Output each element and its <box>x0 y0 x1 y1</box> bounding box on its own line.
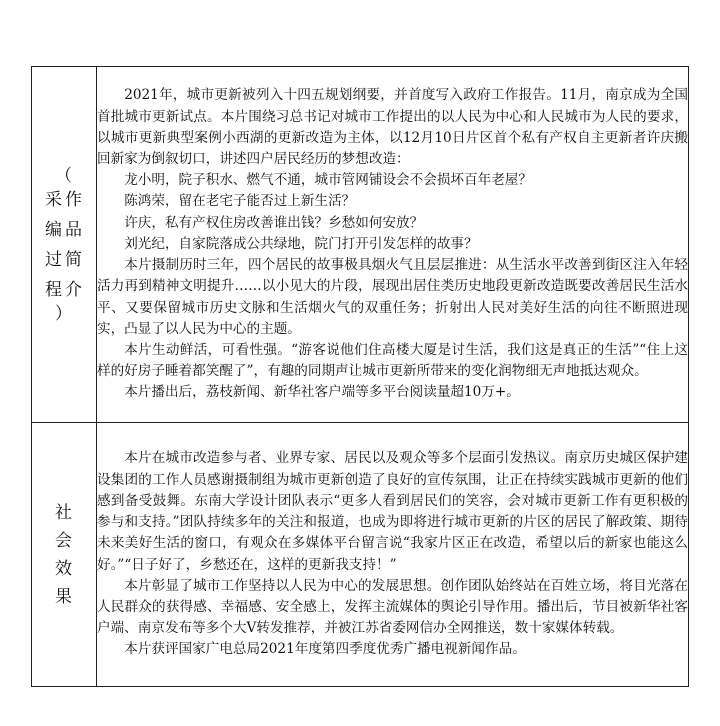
label-close-paren: ） <box>55 303 73 324</box>
label-char: 社 <box>55 502 73 523</box>
paragraph: 本片播出后，荔枝新闻、新华社客户端等多平台阅读量超10万+。 <box>124 384 520 401</box>
paragraph: 本片在城市改造参与者、业界专家、居民以及观众等多个层面引发热议。南京历史城区保护建设集团的工作人员感谢摄制组为城市更新创造了良好的宣传氛围，让正在持续实践城市更新的他们感到备受鼓舞。东南大学设计团队表示“更多人看到居民们的笑容，会对城市更新工作有更积极的参与和支持。”团队持续多年的关注和报道，也成为即将进行城市更新的片区的居民了解政策、期待未来美好生活的窗口，有观众在多媒体平台留言说“我家片区正在改造，希望以后的新家也能这么好。”“日子好了，乡愁还在，这样的更新我支持！” <box>97 450 688 573</box>
process-content-cell <box>97 67 689 423</box>
label-char: 品 <box>65 219 83 240</box>
label-char: 作 <box>65 189 83 210</box>
social-effect-row <box>32 423 689 687</box>
label-char: 效 <box>55 558 73 579</box>
label-char: 采 <box>45 189 63 210</box>
social-effect-content-cell <box>97 423 689 687</box>
label-char: 会 <box>55 530 73 551</box>
process-row <box>32 67 689 423</box>
paragraph: 刘光纪，自家院落成公共绿地，院门打开引发怎样的故事？ <box>124 235 478 252</box>
label-char: 果 <box>55 586 73 607</box>
process-label <box>32 185 96 305</box>
label-open-paren: （ <box>55 165 73 186</box>
paragraph: 本片获评国家广电总局2021年度第四季度优秀广播电视新闻作品。 <box>124 641 526 658</box>
process-label-col-2 <box>65 185 83 305</box>
label-char: 介 <box>65 279 83 300</box>
paragraph: 本片生动鲜活，可看性强。“游客说他们住高楼大厦是讨生活，我们这是真正的生活”“住上这样的好房子睡着都笑醒了”，有趣的同期声让城市更新所带来的变化润物细无声地抵达观众。 <box>97 341 688 380</box>
label-char: 编 <box>45 219 63 240</box>
process-label-col-1 <box>45 185 63 305</box>
process-label-cell <box>32 67 97 423</box>
paragraph: 龙小明，院子积水、燃气不通，城市管网铺设会不会损坏百年老屋？ <box>124 172 532 189</box>
label-char: 程 <box>45 279 63 300</box>
paragraph: 本片摄制历时三年，四个居民的故事极具烟火气且层层推进：从生活水平改善到街区注入年轻活力再到精神文明提升……以小见大的片段，展现出居住类历史地段更新改造既要改善居民生活水平、又要保留城市历史文脉和生活烟火气的双重任务；折射出人民对美好生活的向往不断照进现实，凸显了以人民为中心的主题。 <box>97 257 688 337</box>
paragraph: 陈鸿荣，留在老宅子能否过上新生活？ <box>124 193 356 210</box>
paragraph: 2021年，城市更新被列入十四五规划纲要，并首度写入政府工作报告。11月，南京成为全国首批城市更新试点。本片围绕习总书记对城市工作提出的以人民为中心和人民城市为人民的要求，以城市更新典型案例小西湖的更新改造为主体，以12月10日片区首个私有产权自主更新者许庆搬回新家为倒叙切口，讲述四户居民经历的梦想改造： <box>97 87 688 168</box>
entry-form-table <box>31 66 689 687</box>
social-effect-label-cell <box>32 423 97 687</box>
paragraph: 本片彰显了城市工作坚持以人民为中心的发展思想。创作团队始终站在百姓立场，将目光落在人民群众的获得感、幸福感、安全感上，发挥主流媒体的舆论引导作用。播出后，节目被新华社客户端、南京发布等多个大V转发推荐，并被江苏省委网信办全网推送，数十家媒体转载。 <box>97 577 688 637</box>
label-char: 简 <box>65 249 83 270</box>
label-char: 过 <box>45 249 63 270</box>
social-effect-label <box>32 499 96 611</box>
paragraph: 许庆，私有产权住房改善谁出钱？乡愁如何安放？ <box>124 214 424 231</box>
